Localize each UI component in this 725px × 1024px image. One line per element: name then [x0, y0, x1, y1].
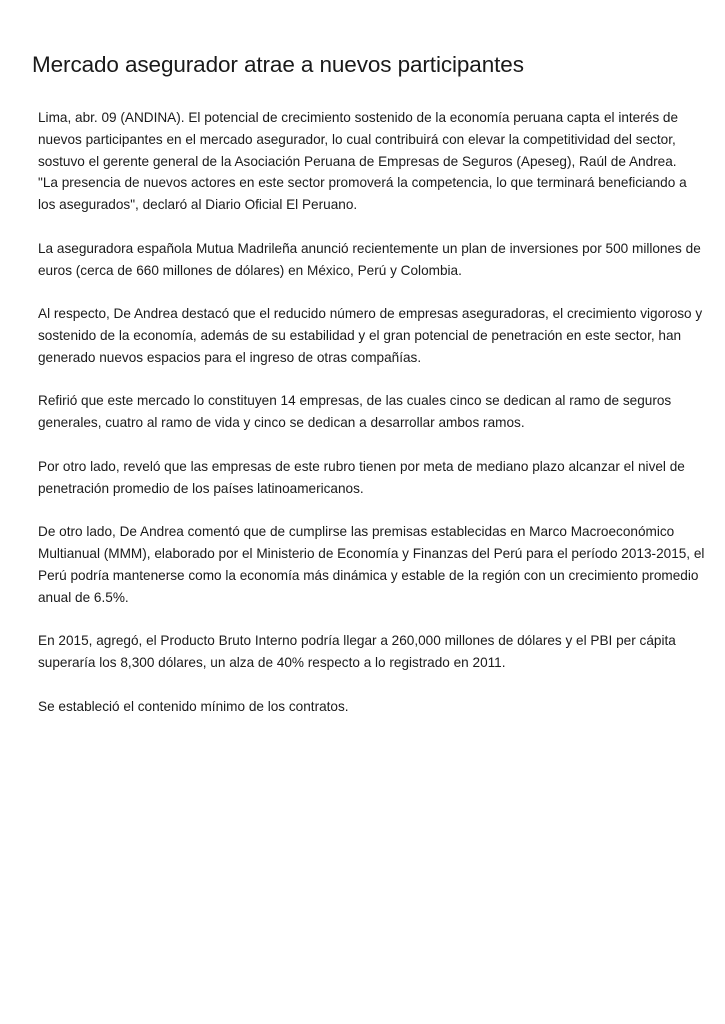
- article-title: Mercado asegurador atrae a nuevos participantes: [32, 52, 524, 77]
- paragraph-3: [38, 303, 702, 368]
- text-line: Se estableció el contenido mínimo de los contratos.: [38, 698, 349, 714]
- paragraph-5: [38, 456, 702, 500]
- text-line: sostuvo el gerente general de la Asociación Peruana de Empresas de Seguros (Apeseg), Raúl de Andrea.: [38, 153, 677, 169]
- paragraph-6: [38, 521, 705, 608]
- text-line: En 2015, agregó, el Producto Bruto Interno podría llegar a 260,000 millones de dólares y el PBI per cápita: [38, 633, 676, 649]
- text-line: sostenido de la economía, además de su estabilidad y el gran potencial de penetración en este sector, han: [38, 327, 682, 343]
- paragraph-8: [38, 696, 702, 718]
- text-line: "La presencia de nuevos actores en este sector promoverá la competencia, lo que terminará beneficiando a: [38, 175, 687, 191]
- text-line: generado nuevos espacios para el ingreso de otras compañías.: [38, 349, 422, 365]
- text-line: penetración promedio de los países latinoamericanos.: [38, 480, 364, 496]
- text-line: Perú podría mantenerse como la economía más dinámica y estable de la región con un crecimiento promedio: [38, 567, 699, 583]
- text-line: los asegurados", declaró al Diario Oficial El Peruano.: [38, 197, 358, 213]
- text-line: superaría los 8,300 dólares, un alza de 40% respecto a lo registrado en 2011.: [38, 654, 506, 670]
- text-line: Al respecto, De Andrea destacó que el reducido número de empresas aseguradoras, el crecimiento vigoroso y: [38, 306, 703, 322]
- text-line: anual de 6.5%.: [38, 589, 129, 605]
- text-line: euros (cerca de 660 millones de dólares) en México, Perú y Colombia.: [38, 262, 462, 278]
- text-line: Por otro lado, reveló que las empresas de este rubro tienen por meta de mediano plazo alcanzar el nivel de: [38, 458, 685, 474]
- paragraph-2: [38, 238, 702, 282]
- text-line: Multianual (MMM), elaborado por el Ministerio de Economía y Finanzas del Perú para el período 2013-2015, el: [38, 545, 705, 561]
- text-line: generales, cuatro al ramo de vida y cinco se dedican a desarrollar ambos ramos.: [38, 415, 525, 431]
- text-line: Lima, abr. 09 (ANDINA). El potencial de crecimiento sostenido de la economía peruana capta el interés de: [38, 110, 679, 125]
- paragraph-1: [38, 107, 702, 216]
- text-line: nuevos participantes en el mercado asegurador, lo cual contribuirá con elevar la competitividad del sector,: [38, 131, 676, 147]
- text-line: Refirió que este mercado lo constituyen 14 empresas, de las cuales cinco se dedican al ramo de seguros: [38, 393, 672, 409]
- article-body: [38, 107, 705, 739]
- text-line: De otro lado, De Andrea comentó que de cumplirse las premisas establecidas en Marco Macroeconómico: [38, 524, 675, 540]
- text-line: La aseguradora española Mutua Madrileña anunció recientemente un plan de inversiones por 500 millones de: [38, 240, 701, 256]
- paragraph-7: [38, 630, 702, 674]
- paragraph-4: [38, 390, 702, 434]
